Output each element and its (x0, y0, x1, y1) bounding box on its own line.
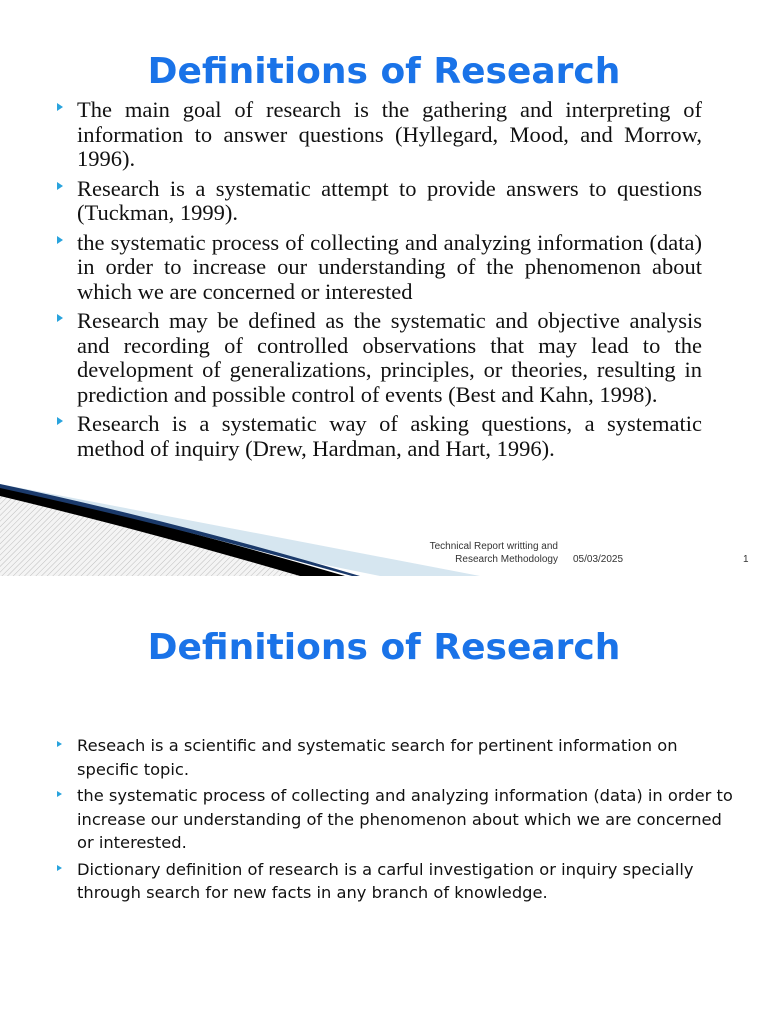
bullet-text: the systematic process of collecting and analyzing information (data) in order to increase our understanding of the phenomenon about which we are concerned or interested. (77, 786, 733, 852)
bullet-text: The main goal of research is the gathering and interpreting of information to answer questions (Hyllegard, Mood, and Morrow, 1996). (77, 97, 702, 171)
triangle-right-icon (57, 103, 63, 111)
footer-date: 05/03/2025 (573, 554, 624, 565)
triangle-right-icon (57, 741, 62, 747)
footer-page-number: 1 (743, 554, 749, 565)
bullet-list (57, 734, 737, 908)
triangle-right-icon (57, 417, 63, 425)
triangle-right-icon (57, 182, 63, 190)
footer-course-line2: Research Methodology (455, 554, 558, 565)
slide-2 (0, 576, 768, 1024)
list-item (57, 858, 737, 905)
list-item (57, 98, 702, 172)
triangle-right-icon (57, 314, 63, 322)
slide-title: Definitions of Research (147, 51, 621, 92)
list-item (57, 784, 737, 855)
bullet-text: Research is a systematic way of asking questions, a systematic method of inquiry (Drew, Hardman, and Hart, 1996). (77, 411, 702, 461)
bullet-list (57, 98, 702, 466)
bullet-text: Research may be defined as the systematic and objective analysis and recording of controlled observations that may lead to the development of generalizations, principles, or theories, resulting in prediction and possible control of events (Best and Kahn, 1998). (77, 308, 702, 407)
bullet-text: Research is a systematic attempt to provide answers to questions (Tuckman, 1999). (77, 175, 702, 225)
list-item (57, 177, 702, 226)
list-item (57, 412, 702, 461)
bullet-text: Reseach is a scientific and systematic search for pertinent information on specific topic. (77, 736, 678, 779)
triangle-right-icon (57, 236, 63, 244)
list-item (57, 734, 737, 781)
triangle-right-icon (57, 865, 62, 871)
bullet-text: Dictionary definition of research is a carful investigation or inquiry specially through search for new facts in any branch of knowledge. (77, 859, 694, 902)
bullet-text: the systematic process of collecting and analyzing information (data) in order to increase our understanding of the phenomenon about which we are concerned or interested (77, 229, 702, 304)
list-item (57, 309, 702, 407)
triangle-right-icon (57, 791, 62, 797)
slide-title: Definitions of Research (147, 627, 621, 668)
footer-course-title (358, 540, 558, 566)
list-item (57, 231, 702, 305)
footer-course-line1: Technical Report writting and (429, 541, 558, 552)
